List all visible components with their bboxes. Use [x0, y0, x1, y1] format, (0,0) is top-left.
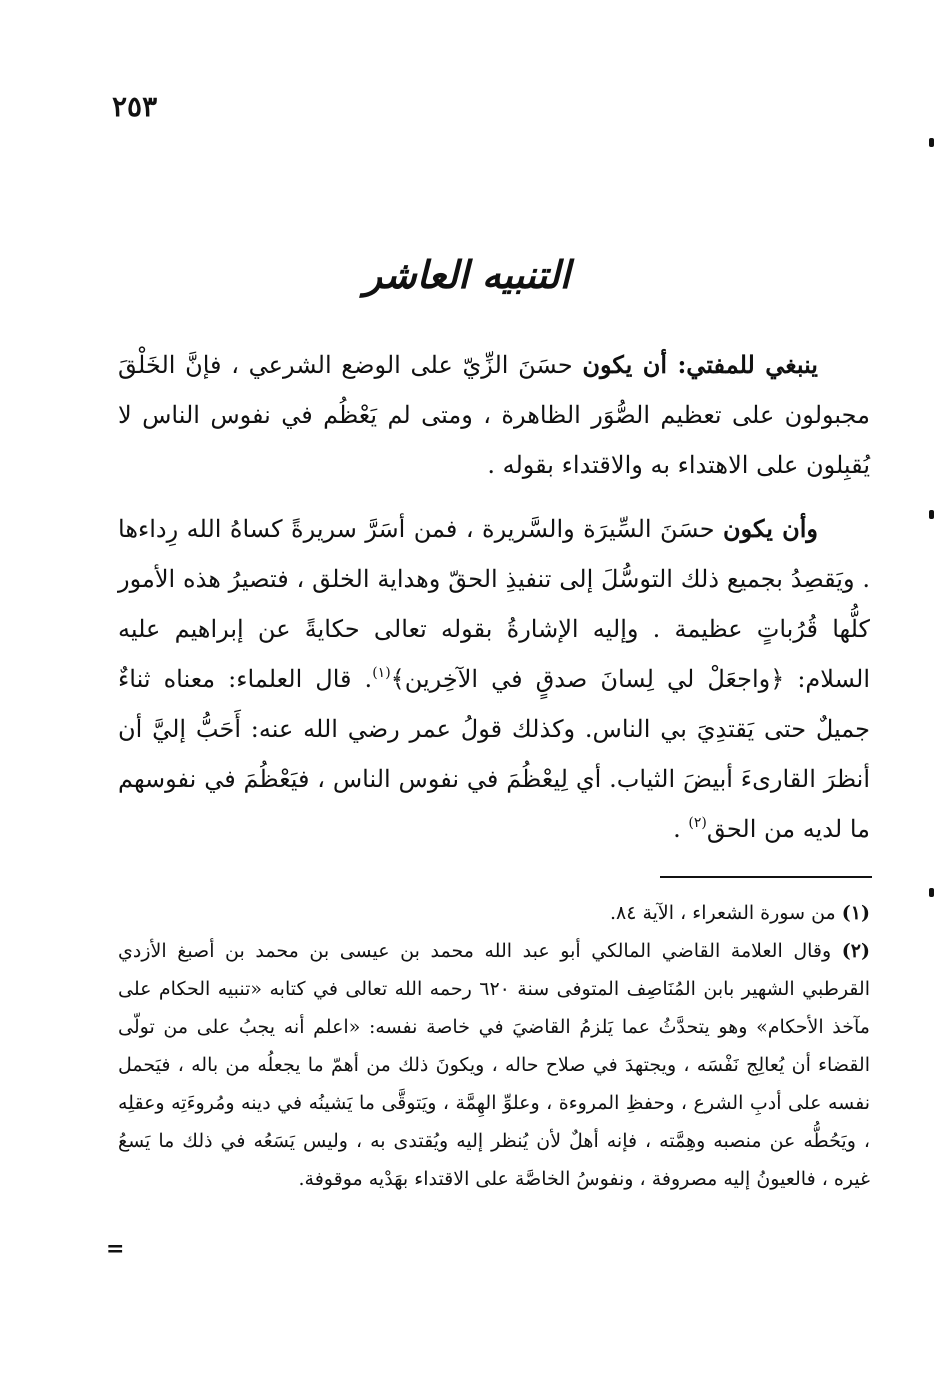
footnote-1: [118, 894, 870, 932]
footnote-1-text: من سورة الشعراء ، الآية ٨٤.: [609, 902, 842, 924]
chapter-title: التنبيه العاشر: [363, 252, 571, 297]
page-number: ٢٥٣: [112, 90, 158, 123]
footnote-2-number: (٢): [841, 940, 870, 962]
footnote-1-number: (١): [841, 902, 870, 924]
footnote-2: [118, 932, 870, 1198]
paragraph-1-lead: ينبغي للمفتي: أن يكون: [582, 350, 818, 379]
footnotes: [118, 894, 870, 1198]
paragraph-2-lead: وأن يكون: [723, 514, 819, 543]
scan-edge-mark-bottom: [929, 888, 934, 897]
scan-edge-mark-middle: [929, 510, 934, 519]
paragraph-1-text: حسَنَ الزِّيّ على الوضع الشرعي ، فإنَّ الخَلْقَ مجبولون على تعظيم الصُّوَر الظاهرة ، ومتى لم يَعْظُم في نفوس الناس لا يُقبِلون على الاهتداء به والاقتداء بقوله .: [118, 351, 870, 479]
paragraph-1: [118, 340, 870, 490]
continuation-mark: =: [106, 1236, 125, 1262]
paragraph-2: [118, 504, 870, 854]
paragraph-2-text-end: .: [673, 815, 689, 843]
paragraph-2-text-b: . قال العلماء: معناه ثناءٌ جميلٌ حتى يَقتدِيَ بي الناس. وكذلك قولُ عمر رضي الله عنه: أَحَبُّ إليَّ أن أنظرَ القارىءَ أبيضَ الثياب. أي لِيعْظُمَ في نفوس الناس ، فيَعْظُمَ في نفوسهم ما لديه من الحق: [118, 665, 870, 843]
scan-edge-mark-top: [929, 138, 934, 147]
footnote-ref-1: (١): [372, 665, 391, 681]
footnote-divider: [660, 876, 872, 878]
paragraph-2-text-a: حسَنَ السِّيرَة والسَّريرة ، فمن أسَرَّ سريرةً كساهُ الله رِداءها . ويَقصِدُ بجميع ذلك التوسُّلَ إلى تنفيذِ الحقّ وهداية الخلق ، فتصيرُ هذه الأمور كلُّها قُرُباتٍ عظيمة . وإليه الإشارةُ بقوله تعالى حكايةً عن إبراهيم عليه السلام: ﴿واجعَلْ لي لِسانَ صدقٍ في الآخِرين﴾: [118, 515, 870, 693]
main-text: [118, 340, 870, 868]
footnote-2-text: وقال العلامة القاضي المالكي أبو عبد الله محمد بن عيسى بن محمد بن أصبغ الأزدي القرطبي الشهير بابن المُنَاصِف المتوفى سنة ٦٢٠ رحمه الله تعالى في كتابه «تنبيه الحكام على مآخذ الأحكام» وهو يتحدَّثُ عما يَلزمُ القاضيَ في خاصة نفسه: «اعلم أنه يجبُ على من تولّى القضاء أن يُعالِج نَفْسَه ، ويجتهدَ في صلاح حاله ، ويكونَ ذلك من أهمّ ما يجعلُه من باله ، فيَحمل نفسه على أدبِ الشرع ، وحفظِ المروءة ، وعلوِّ الهِمَّة ، ويَتوقَّى ما يَشينُه في دينه ومُروءَتِه وعقلِه ، ويَحُطُّه عن منصبه وهِمَّته ، فإنه أهلٌ لأن يُنظر إليه ويُقتدى به ، وليس يَسَعُه في ذلك ما يَسعُ غيره ، فالعيونُ إليه مصروفة ، ونفوسُ الخاصَّة على الاقتداء بهَدْيه موقوفة.: [118, 940, 870, 1190]
footnote-ref-2: (٢): [688, 815, 707, 831]
